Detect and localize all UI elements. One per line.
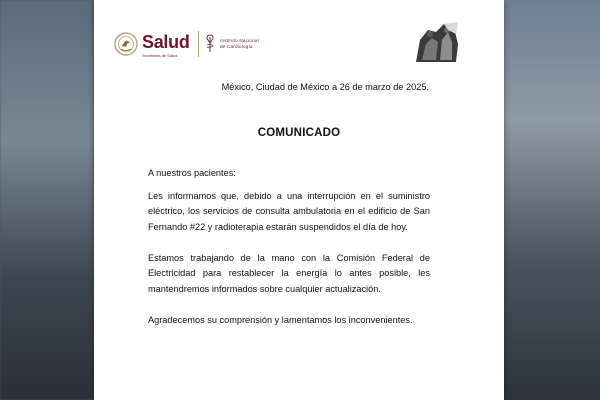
institute-line-2: de Cardiología	[220, 44, 253, 49]
historical-figures-seal-icon	[414, 20, 460, 64]
paragraph-cfe-work: Estamos trabajando de la mano con la Comisión Federal de Electricidad para restablecer la energía lo antes posible, les mantendremos informados sobre cualquier actualización.	[148, 253, 430, 294]
mexico-coat-of-arms-icon	[114, 31, 138, 57]
institute-line-1: Instituto Nacional	[220, 38, 259, 43]
background-right	[504, 0, 600, 400]
heart-caduceus-icon	[204, 33, 216, 53]
paragraph-apology: Agradecemos su comprensión y lamentamos los inconvenientes.	[148, 315, 413, 325]
header-divider	[198, 31, 199, 57]
letterhead	[94, 0, 504, 75]
document-title: COMUNICADO	[257, 127, 341, 139]
document-date: México, Ciudad de México a 26 de marzo de 2025.	[221, 82, 429, 92]
institute-name	[220, 38, 280, 50]
greeting: A nuestros pacientes:	[148, 168, 236, 178]
background-left	[0, 0, 94, 400]
brand-subtitle: Secretaría de Salud	[142, 53, 178, 58]
paragraph-power-outage: Les informamos que, debido a una interrupción en el suministro eléctrico, los servicios de consulta ambulatoria en el edificio de San Fernando #22 y radioterapia estarán suspendidos el día de hoy.	[148, 191, 430, 232]
brand-name: Salud	[142, 32, 190, 52]
document-page	[94, 0, 504, 400]
